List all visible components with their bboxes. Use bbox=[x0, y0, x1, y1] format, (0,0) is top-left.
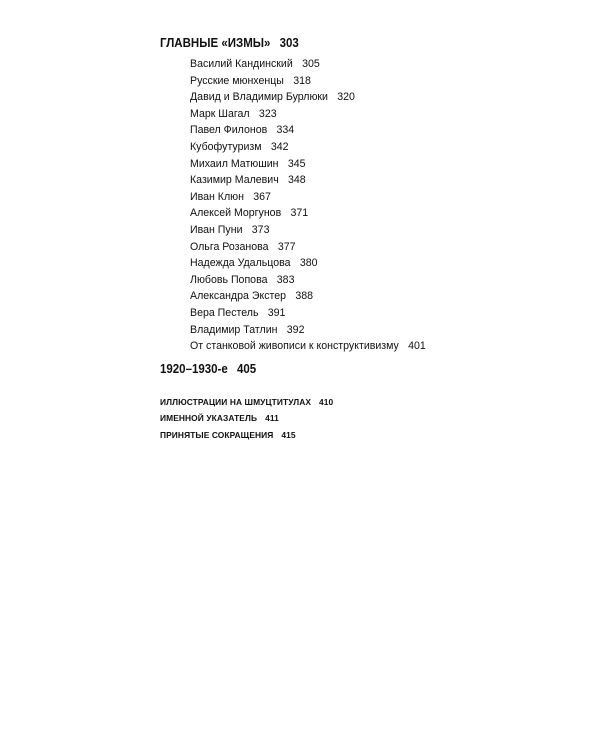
appendix-item-illustrations bbox=[160, 394, 580, 411]
toc-entry bbox=[190, 139, 553, 156]
entry-page-number: 305 bbox=[302, 58, 320, 70]
section-page-number: 405 bbox=[236, 361, 257, 376]
entry-title: От станковой живописи к конструктивизму bbox=[190, 340, 399, 353]
entry-page-number: 334 bbox=[276, 124, 295, 137]
toc-entry bbox=[190, 156, 553, 173]
entry-page-number: 391 bbox=[267, 306, 286, 319]
entry-title: Иван Пуни bbox=[190, 223, 243, 236]
toc-entry bbox=[190, 338, 553, 355]
entry-page-number: 383 bbox=[276, 273, 295, 286]
entry-title: Кубофутуризм bbox=[190, 140, 262, 153]
entry-title: Вера Пестель bbox=[190, 306, 259, 319]
appendix-title: ПРИНЯТЫЕ СОКРАЩЕНИЯ bbox=[160, 429, 274, 440]
entry-title: Давид и Владимир Бурлюки bbox=[190, 91, 328, 104]
entry-page-number: 373 bbox=[251, 223, 270, 236]
toc-entry bbox=[190, 288, 553, 305]
entry-page-number: 388 bbox=[295, 290, 314, 303]
entry-title: Надежда Удальцова bbox=[190, 257, 291, 270]
toc-entry bbox=[190, 305, 553, 322]
entry-title: Иван Клюн bbox=[190, 190, 244, 203]
appendix-title: ИМЕННОЙ УКАЗАТЕЛЬ bbox=[160, 413, 258, 424]
entry-page-number: 342 bbox=[270, 140, 289, 153]
toc-entry bbox=[190, 73, 553, 90]
toc-entry bbox=[190, 272, 553, 289]
toc-entry bbox=[190, 322, 553, 339]
entry-title: Ольга Розанова bbox=[190, 240, 269, 253]
entry-title: Марк Шагал bbox=[190, 107, 250, 120]
entry-page-number: 392 bbox=[286, 323, 305, 336]
section-entries-list bbox=[160, 56, 580, 355]
section-page-number: 303 bbox=[279, 36, 299, 50]
appendix-list bbox=[160, 394, 580, 444]
entry-page-number: 377 bbox=[277, 240, 296, 253]
entry-page-number: 371 bbox=[290, 207, 309, 220]
toc-entry bbox=[190, 122, 553, 139]
toc-entry bbox=[190, 189, 553, 206]
entry-title: Русские мюнхенцы bbox=[190, 74, 284, 87]
toc-entry bbox=[190, 255, 553, 272]
appendix-page-number: 411 bbox=[265, 413, 279, 424]
toc-entry bbox=[190, 205, 553, 222]
entry-title: Любовь Попова bbox=[190, 273, 268, 286]
entry-title: Михаил Матюшин bbox=[190, 157, 279, 170]
entry-title: Алексей Моргунов bbox=[190, 207, 282, 220]
entry-page-number: 380 bbox=[299, 257, 318, 270]
entry-page-number: 348 bbox=[288, 174, 306, 187]
toc-entry bbox=[190, 89, 553, 106]
entry-title: Василий Кандинский bbox=[190, 58, 293, 70]
entry-page-number: 345 bbox=[287, 157, 306, 170]
entry-title: Владимир Татлин bbox=[190, 323, 278, 336]
entry-title: Александра Экстер bbox=[190, 290, 287, 303]
section-title: ГЛАВНЫЕ «ИЗМЫ» bbox=[160, 36, 271, 50]
entry-page-number: 318 bbox=[293, 74, 311, 87]
section-heading-main-isms bbox=[160, 34, 546, 52]
appendix-page-number: 415 bbox=[281, 429, 296, 440]
toc-entry bbox=[190, 172, 553, 189]
toc-entry bbox=[190, 106, 553, 123]
section-heading-1920-1930 bbox=[160, 360, 546, 378]
entry-page-number: 320 bbox=[337, 91, 355, 104]
appendix-title: ИЛЛЮСТРАЦИИ НА ШМУЦТИТУЛАХ bbox=[160, 396, 312, 407]
section-title: 1920–1930-е bbox=[160, 361, 228, 376]
toc-entry bbox=[190, 56, 553, 73]
appendix-page-number: 410 bbox=[319, 396, 334, 407]
toc-entry bbox=[190, 239, 553, 256]
entry-page-number: 401 bbox=[408, 340, 426, 353]
table-of-contents bbox=[160, 34, 580, 443]
entry-title: Павел Филонов bbox=[190, 124, 268, 137]
toc-entry bbox=[190, 222, 553, 239]
entry-page-number: 323 bbox=[258, 107, 277, 120]
entry-title: Казимир Малевич bbox=[190, 174, 279, 187]
appendix-item-abbreviations bbox=[160, 427, 580, 444]
entry-page-number: 367 bbox=[253, 190, 271, 203]
appendix-item-name-index bbox=[160, 410, 580, 427]
